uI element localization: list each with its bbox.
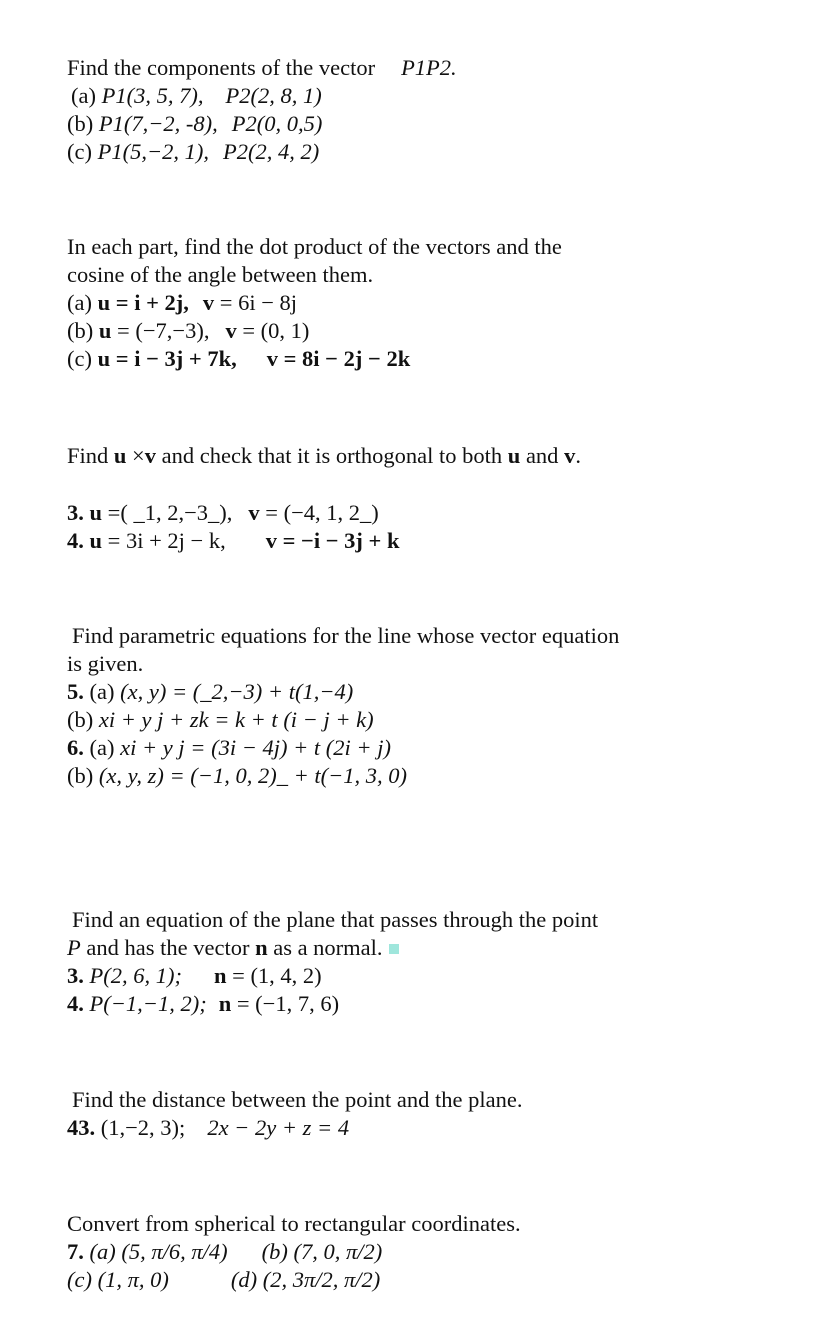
s4-problem-5b: (b) xi + y j + zk = k + t (i − j + k) [67, 707, 374, 732]
s5-prompt-line1: Find an equation of the plane that passes through the point [72, 907, 599, 932]
s3-problem-3: 3. u =( _1, 2,−3_), v = (−4, 1, 2_) [67, 500, 379, 525]
s2-item-c: (c) u = i − 3j + 7k, v = 8i − 2j − 2k [67, 346, 411, 371]
s2-prompt-line1: In each part, find the dot product of the vectors and the [67, 234, 562, 259]
s2-item-a: (a) u = i + 2j, v = 6i − 8j [67, 290, 298, 315]
s7-item-c: (c) (1, π, 0) (d) (2, 3π/2, π/2) [67, 1267, 381, 1292]
s1-item-b: (b) P1(7,−2, -8), P2(0, 0,5) [67, 111, 323, 136]
s4-prompt-line2: is given. [67, 651, 144, 676]
s4-prompt-line1: Find parametric equations for the line whose vector equation [72, 623, 620, 648]
s7-prompt: Convert from spherical to rectangular coordinates. [67, 1211, 521, 1236]
s7-problem-7: 7. (a) (5, π/6, π/4) (b) (7, 0, π/2) [67, 1239, 383, 1264]
s3-problem-4: 4. u = 3i + 2j − k, v = −i − 3j + k [67, 528, 400, 553]
s6-problem-43: 43. (1,−2, 3); 2x − 2y + z = 4 [67, 1115, 350, 1140]
cursor-marker [389, 944, 399, 954]
s6-prompt: Find the distance between the point and the plane. [72, 1087, 523, 1112]
s5-prompt-line2: P and has the vector n as a normal. [67, 934, 399, 962]
s1-item-c: (c) P1(5,−2, 1), P2(2, 4, 2) [67, 139, 320, 164]
s1-item-a: (a) P1(3, 5, 7), P2(2, 8, 1) [71, 83, 322, 108]
s1-vector-label: P1P2. [401, 55, 457, 80]
s5-problem-4: 4. P(−1,−1, 2); n = (−1, 7, 6) [67, 991, 340, 1016]
s4-problem-5a: 5. (a) (x, y) = (_2,−3) + t(1,−4) [67, 679, 354, 704]
s1-prompt [67, 54, 457, 82]
s3-prompt: Find u ×v and check that it is orthogonal to both u and v. [67, 443, 581, 468]
s4-problem-6a: 6. (a) xi + y j = (3i − 4j) + t (2i + j) [67, 735, 391, 760]
s5-problem-3: 3. P(2, 6, 1); n = (1, 4, 2) [67, 963, 322, 988]
s2-item-b: (b) u = (−7,−3), v = (0, 1) [67, 318, 310, 343]
s1-prompt-text: Find the components of the vector [67, 55, 376, 80]
s2-prompt-line2: cosine of the angle between them. [67, 262, 374, 287]
s4-problem-6b: (b) (x, y, z) = (−1, 0, 2)_ + t(−1, 3, 0) [67, 763, 408, 788]
